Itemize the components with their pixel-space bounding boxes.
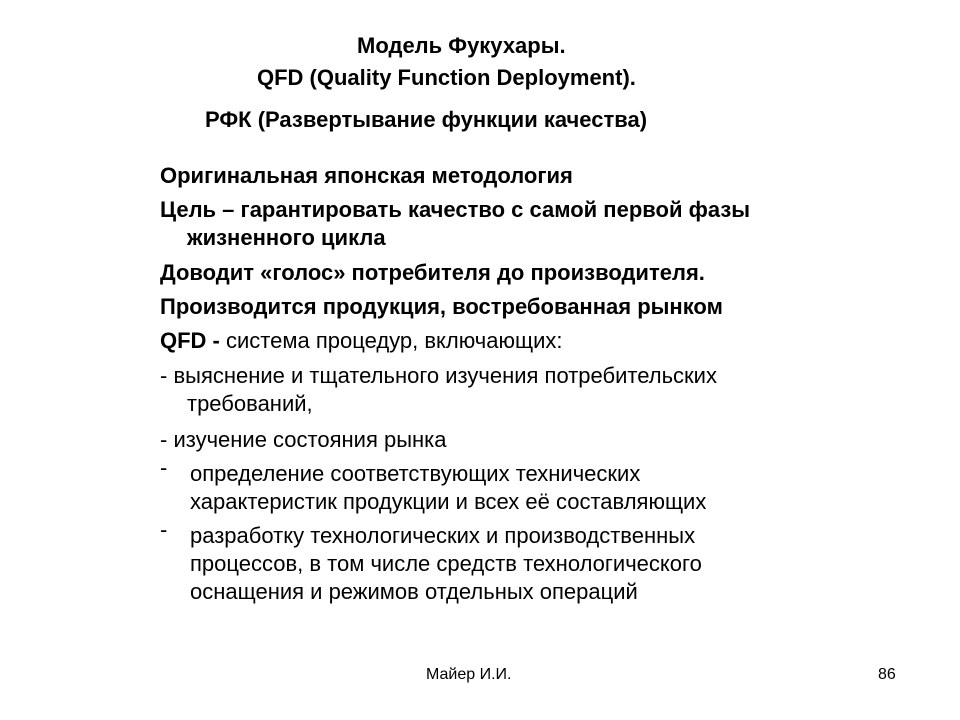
list-item-requirements-continued: требований, [187, 391, 313, 416]
page-number: 86 [878, 666, 896, 683]
qfd-definition-text: система процедур, включающих: [219, 328, 563, 353]
list-dash-marker: - [160, 517, 168, 542]
slide-title-line-2: QFD (Quality Function Deployment). [257, 65, 636, 90]
slide-body [160, 0, 860, 720]
slide-title-line-1: Модель Фукухары. [357, 33, 566, 58]
bullet-original-methodology: Оригинальная японская методология [160, 163, 573, 188]
list-item-technical-specs: определение соответствующих технических [190, 461, 641, 486]
list-item-market-study: - изучение состояния рынка [160, 427, 447, 452]
footer-author: Майер И.И. [426, 666, 512, 683]
list-item-requirements: - выяснение и тщательного изучения потребительских [160, 363, 717, 388]
bullet-market-demand: Производится продукция, востребованная рынком [160, 294, 723, 319]
list-item-process-development: разработку технологических и производственных [190, 523, 696, 548]
list-item-technical-specs-continued: характеристик продукции и всех её составляющих [190, 489, 707, 514]
bullet-goal-continued: жизненного цикла [187, 225, 386, 250]
bullet-voice-of-customer: Доводит «голос» потребителя до производителя. [160, 260, 705, 285]
bullet-qfd-definition [160, 327, 562, 355]
list-item-process-development-line-2: процессов, в том числе средств технологического [190, 551, 702, 576]
list-item-process-development-line-3: оснащения и режимов отдельных операций [190, 579, 638, 604]
bullet-goal: Цель – гарантировать качество с самой первой фазы [160, 197, 751, 222]
list-dash-marker: - [160, 455, 168, 480]
qfd-prefix: QFD - [160, 328, 220, 353]
slide-title-line-3: РФК (Развертывание функции качества) [205, 107, 648, 132]
